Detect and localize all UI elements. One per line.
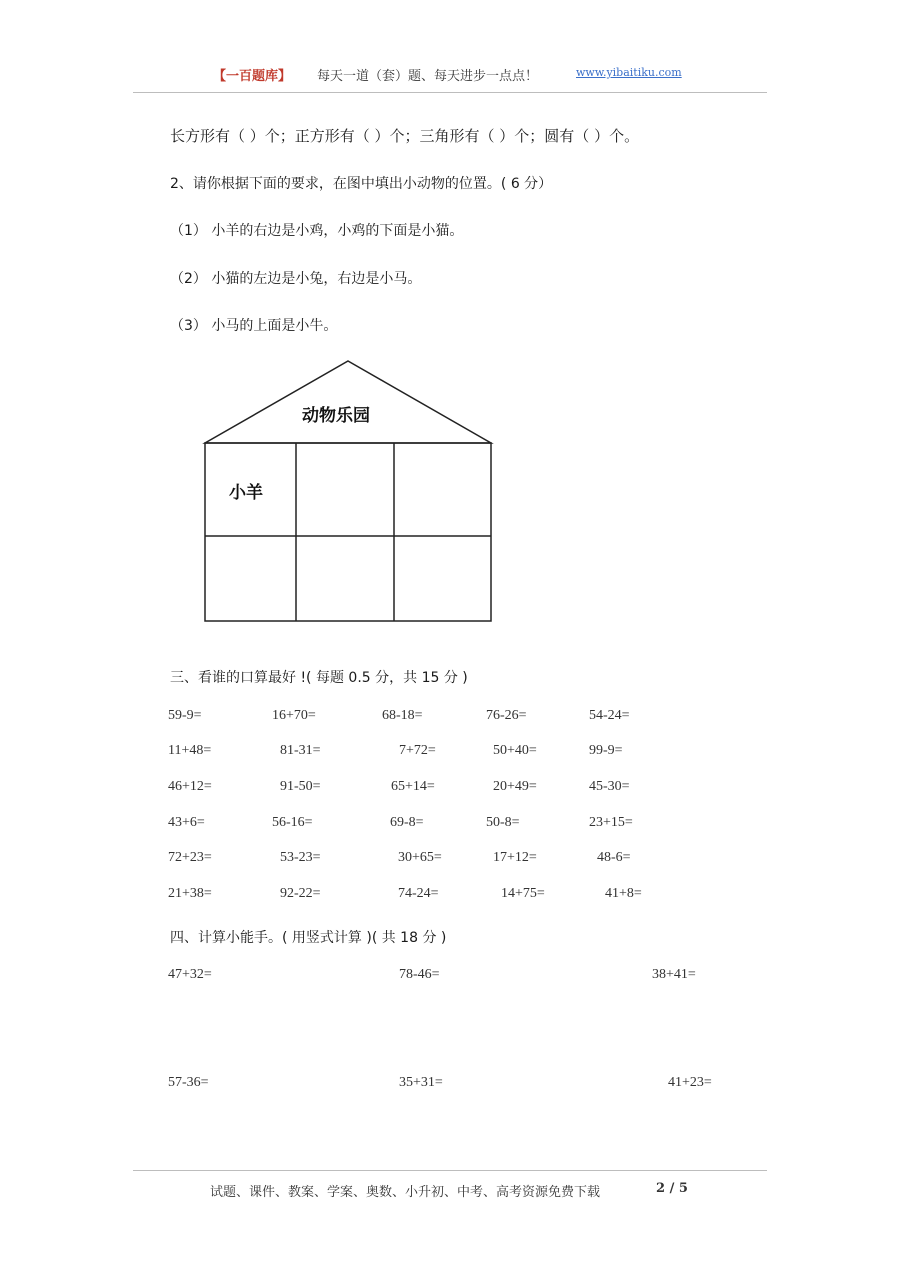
section4-title: 四、计算小能手。( 用竖式计算 )( 共 18 分 ) [170,930,447,946]
roof-triangle [205,361,491,443]
q1-shape-count-line: 长方形有（ ）个；正方形有（ ）个；三角形有（ ）个；圆有（ ）个。 [170,127,640,145]
calc-r6-c1: 21+38= [168,886,212,901]
calc-r3-c2: 91-50= [280,779,321,794]
q2-item-3: （3） 小马的上面是小牛。 [170,318,338,334]
calc-r4-c1: 43+6= [168,815,205,830]
grid-cell-bottom-middle[interactable] [298,538,392,619]
calc-r1-c2: 16+70= [272,708,316,723]
vertical-calc-r2-c1: 57-36= [168,1075,209,1090]
header-slogan: 每天一道（套）题、每天进步一点点！ [317,69,539,84]
vertical-calc-r1-c3: 38+41= [652,967,696,982]
calc-r2-c2: 81-31= [280,743,321,758]
calc-r3-c5: 45-30= [589,779,630,794]
q2-item-1: （1） 小羊的右边是小鸡，小鸡的下面是小猫。 [170,223,464,239]
grid-cell-bottom-left[interactable] [207,538,294,619]
calc-r4-c2: 56-16= [272,815,313,830]
calc-r3-c4: 20+49= [493,779,537,794]
animal-park-diagram [200,358,496,626]
calc-r1-c4: 76-26= [486,708,527,723]
header-divider [133,92,767,93]
footer-divider [133,1170,767,1171]
calc-r1-c3: 68-18= [382,708,423,723]
calc-r4-c5: 23+15= [589,815,633,830]
vertical-calc-r2-c3: 41+23= [668,1075,712,1090]
calc-r2-c1: 11+48= [168,743,212,758]
calc-r5-c4: 17+12= [493,850,537,865]
vertical-calc-r1-c2: 78-46= [399,967,440,982]
calc-r6-c3: 74-24= [398,886,439,901]
calc-r5-c1: 72+23= [168,850,212,865]
calc-r5-c2: 53-23= [280,850,321,865]
calc-r5-c5: 48-6= [597,850,631,865]
calc-r3-c3: 65+14= [391,779,435,794]
vertical-calc-r1-c1: 47+32= [168,967,212,982]
q2-item-2: （2） 小猫的左边是小兔，右边是小马。 [170,271,422,287]
grid-cell-top-right[interactable] [396,445,489,534]
calc-r2-c3: 7+72= [399,743,436,758]
section3-title: 三、看谁的口算最好 !( 每题 0.5 分，共 15 分 ) [170,670,468,686]
calc-r1-c5: 54-24= [589,708,630,723]
header-link[interactable]: www.yibaitiku.com [576,66,682,79]
calc-r1-c1: 59-9= [168,708,202,723]
cell-sheep-label: 小羊 [229,483,263,503]
calc-r6-c5: 41+8= [605,886,642,901]
grid-cell-bottom-right[interactable] [396,538,489,619]
page-number: 2 / 5 [656,1181,688,1196]
calc-r5-c3: 30+65= [398,850,442,865]
calc-r6-c4: 14+75= [501,886,545,901]
footer-text: 试题、课件、教案、学案、奥数、小升初、中考、高考资源免费下载 [210,1185,601,1200]
grid-cell-top-middle[interactable] [298,445,392,534]
calc-r3-c1: 46+12= [168,779,212,794]
q2-title: 2、请你根据下面的要求，在图中填出小动物的位置。( 6 分） [170,176,553,192]
calc-r2-c4: 50+40= [493,743,537,758]
vertical-calc-r2-c2: 35+31= [399,1075,443,1090]
calc-r4-c3: 69-8= [390,815,424,830]
roof-label: 动物乐园 [302,406,370,426]
calc-r2-c5: 99-9= [589,743,623,758]
calc-r4-c4: 50-8= [486,815,520,830]
header-brand: 【一百题库】 [213,69,292,84]
calc-r6-c2: 92-22= [280,886,321,901]
